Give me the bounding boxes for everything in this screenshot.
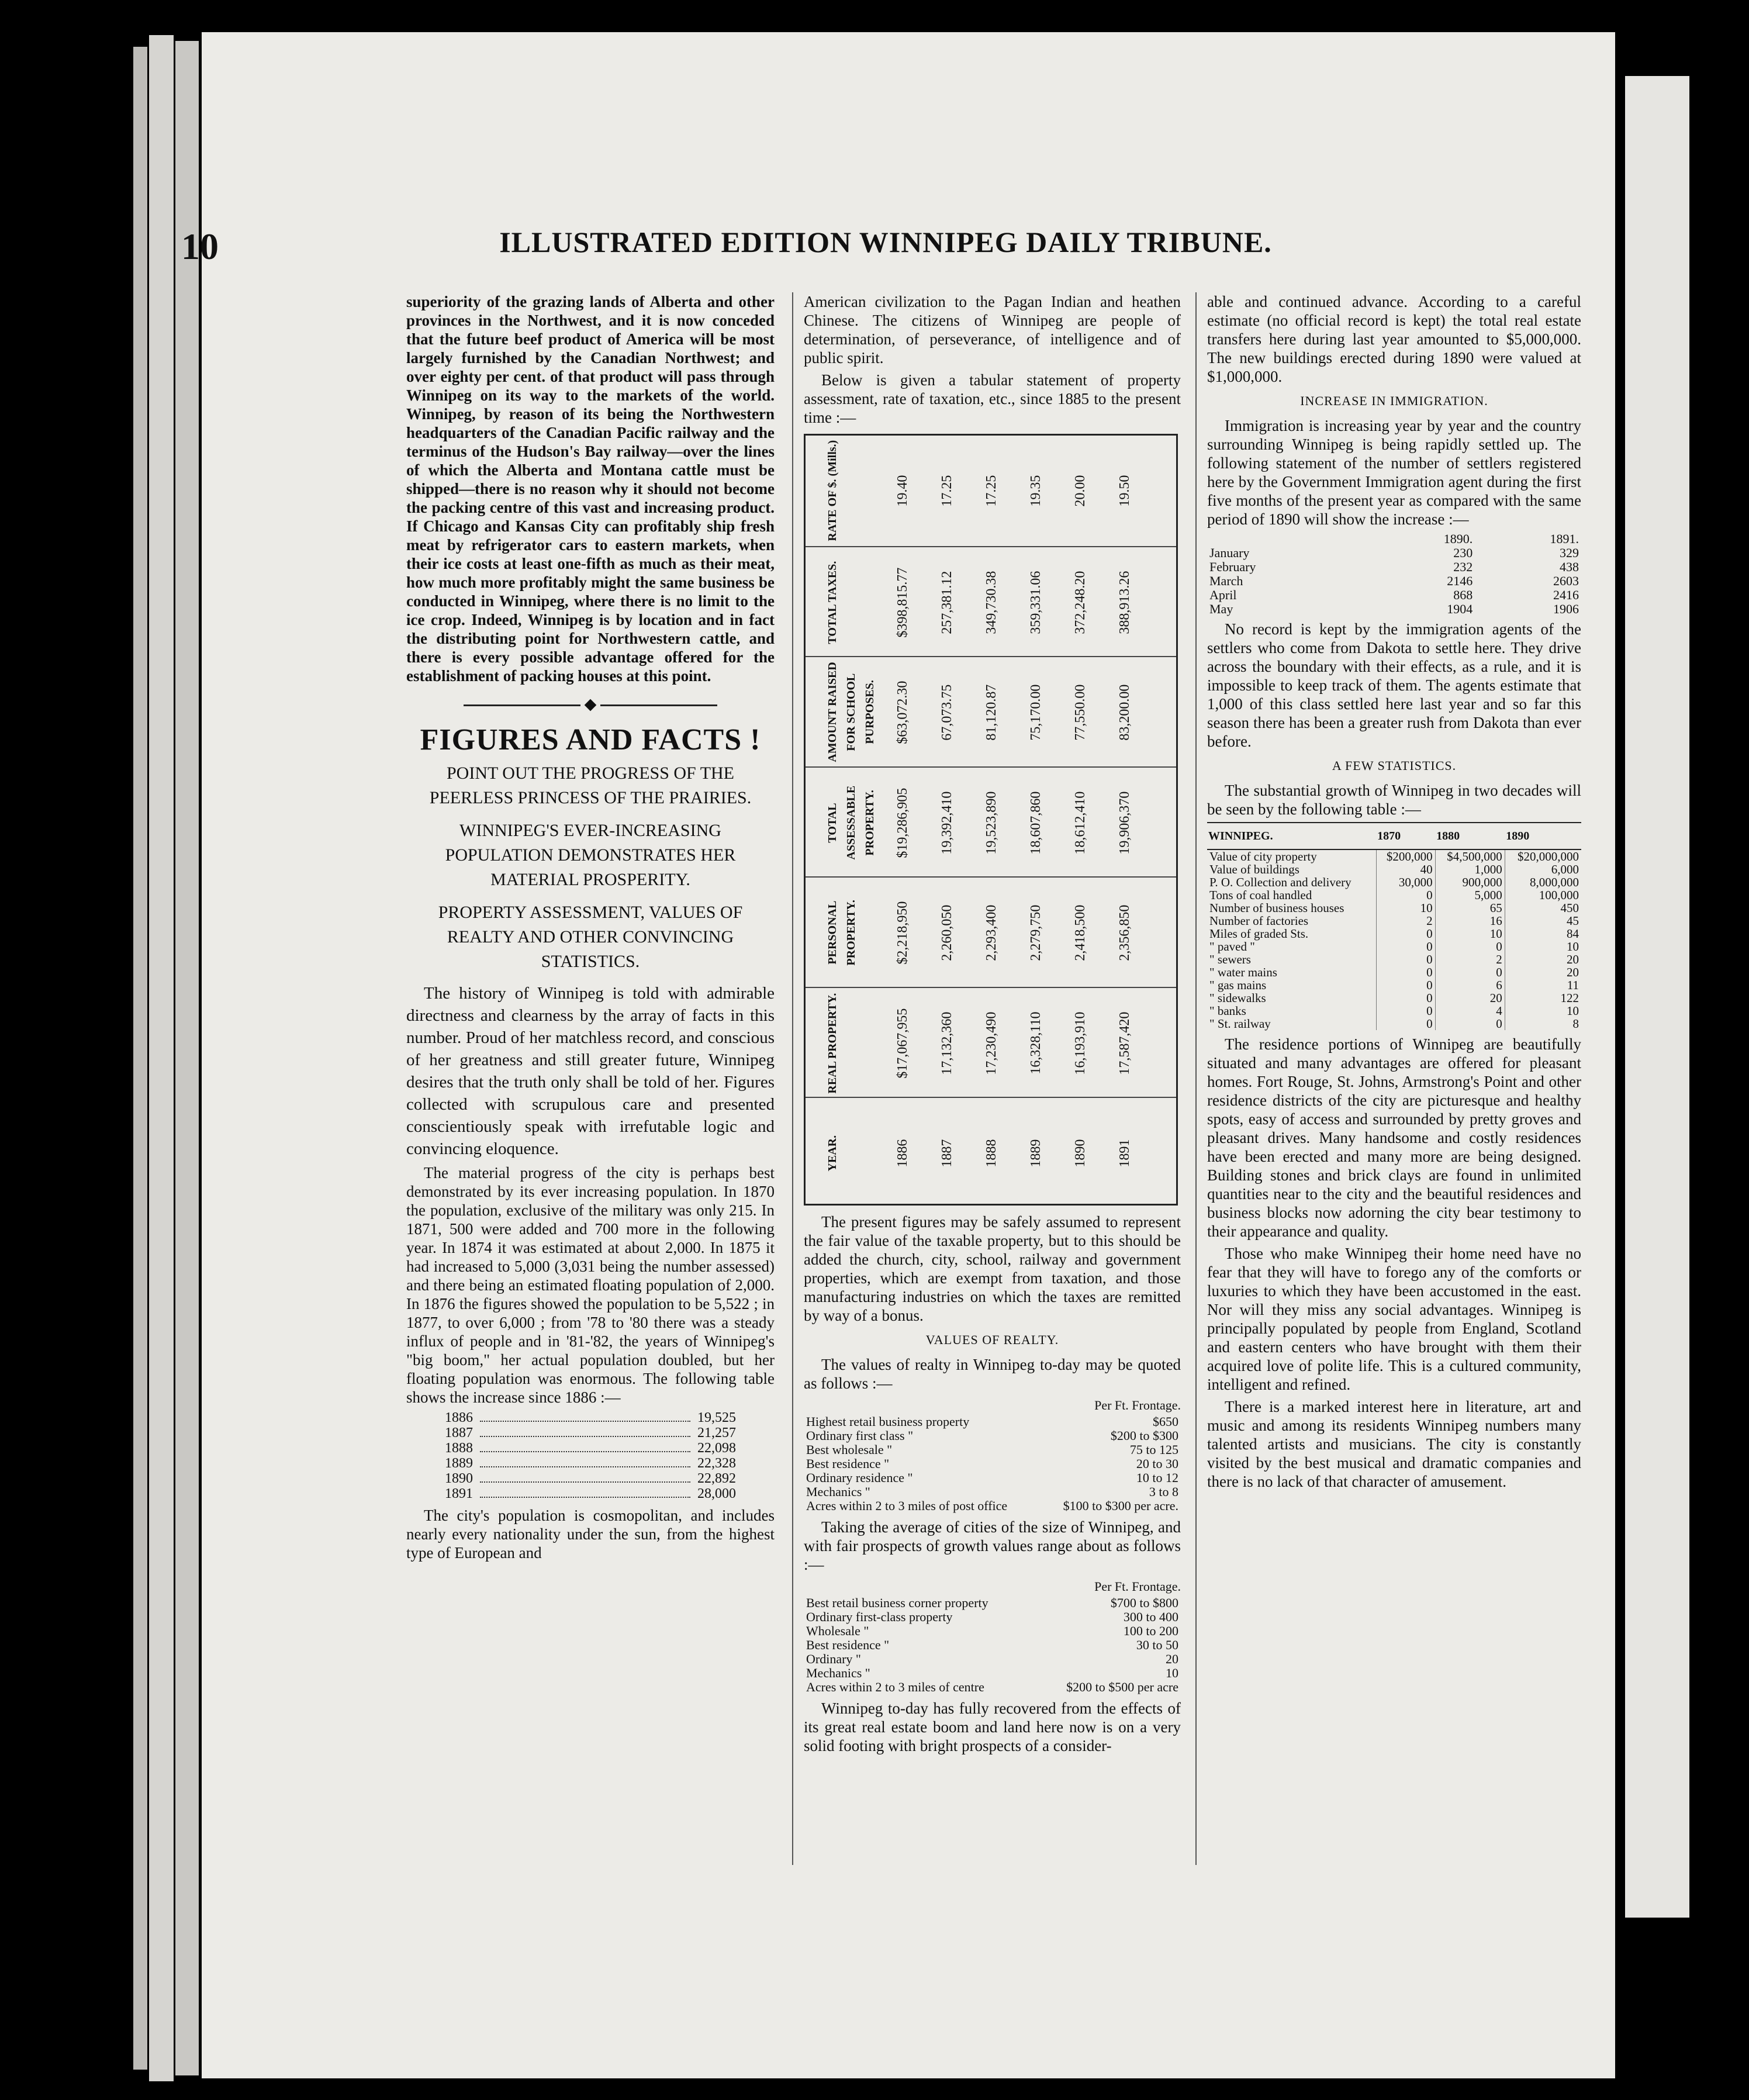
paragraph: Below is given a tabular statement of property assessment, rate of taxation, etc., since 1885 to the present time :— (804, 371, 1181, 426)
label-cell: Best retail business corner property (806, 1595, 988, 1610)
table-cell: $17,067,955 (895, 1008, 910, 1079)
label-cell: " water mains (1207, 966, 1376, 979)
year-cell: 1890 (445, 1471, 473, 1486)
column-2 (804, 292, 1181, 1759)
table-row (1207, 1004, 1581, 1017)
label-cell: " gas mains (1207, 979, 1376, 992)
table-cell: 1886 (895, 1139, 910, 1168)
masthead: ILLUSTRATED EDITION WINNIPEG DAILY TRIBUNE. (499, 226, 1272, 258)
subheading: INCREASE IN IMMIGRATION. (1300, 393, 1488, 408)
table-row (804, 1429, 1181, 1443)
table-row (441, 1486, 739, 1501)
column-header: TOTAL ASSESSABLE PROPERTY. (826, 785, 876, 860)
table-cell: 77,550.00 (1073, 684, 1088, 741)
year-cell: 1886 (445, 1410, 473, 1425)
value-cell: $200 to $500 per acre (1066, 1680, 1178, 1694)
value-cell: $650 (1153, 1414, 1178, 1429)
column-label: 1891. (1550, 531, 1579, 546)
column-divider (1195, 292, 1197, 1865)
value-cell: 0 (1376, 940, 1435, 953)
table-row (1207, 876, 1581, 889)
table-row (1207, 863, 1581, 876)
table-band (806, 987, 1176, 1099)
label-cell: P. O. Collection and delivery (1207, 876, 1376, 889)
value-cell: 84 (1567, 927, 1579, 941)
table-row (804, 1415, 1181, 1429)
table-cell: $398,815.77 (895, 567, 910, 637)
year-cell: 1891 (445, 1486, 473, 1501)
value-cell: 0 (1435, 966, 1505, 979)
label-cell: Miles of graded Sts. (1207, 927, 1376, 940)
value-cell: 6 (1435, 979, 1505, 992)
paragraph: No record is kept by the immigration agents of the settlers who come from Dakota to settle here. They drive across the boundary with their effects, as a rule, and it is impossible to keep track of them. The agents estimate that 1,000 of this class settled here last year and so far this season there has been a greater rush from Dakota than ever before. (1207, 620, 1581, 750)
page-header (181, 225, 1615, 295)
value-cell: 40 (1376, 863, 1435, 876)
table-cell: 19,392,410 (939, 790, 955, 854)
label-cell: Best wholesale " (806, 1442, 893, 1457)
table-row (441, 1410, 739, 1425)
table-row (441, 1471, 739, 1486)
table-cell: 19.35 (1028, 475, 1043, 507)
value-cell: 900,000 (1435, 876, 1505, 889)
paragraph: The city's population is cosmopolitan, and includes nearly every nationality under the sun, from the highest type of European and (406, 1507, 775, 1562)
statistics-table (1207, 822, 1581, 1030)
label-cell: " banks (1207, 1004, 1376, 1017)
book-spine-edge (149, 35, 174, 2081)
table-cell: 1888 (984, 1139, 999, 1168)
next-page-edge (1625, 76, 1689, 1918)
value-cell: 22,328 (697, 1456, 736, 1471)
value-cell: 20 (1166, 1652, 1178, 1666)
leader-dots (476, 1410, 694, 1425)
leader-dots (476, 1425, 694, 1441)
table-cell: 18,612,410 (1073, 790, 1088, 854)
label-cell: Value of city property (1207, 849, 1376, 863)
value-cell: 28,000 (697, 1486, 736, 1501)
value-cell: 10 (1166, 1666, 1178, 1680)
month-cell: April (1209, 588, 1237, 602)
column-header: REAL PROPERTY. (826, 993, 839, 1094)
table-cell: $63,072.30 (895, 681, 910, 744)
label-cell: Ordinary " (806, 1652, 861, 1666)
book-spine-edge (175, 41, 199, 2075)
table-cell: 19.40 (895, 475, 910, 507)
paragraph: superiority of the grazing lands of Alberta and other provinces in the Northwest, and it is now conceded that the future beef product of America will be most largely furnished by the Canadian Northwest; and over eighty per cent. of that product will pass through Winnipeg on its way to the markets of the world. Winnipeg, by reason of its being the Northwestern headquarters of the Canadian Pacific railway and the terminus of the Hudson's Bay railway—over the lines of which the Alberta and Montana cattle must be shipped—there is no reason why it should not become the packing centre of this vast and increasing product. If Chicago and Kansas City can profitably ship fresh meat by refrigerator cars to eastern markets, when their ice costs at least one-fifth as much as their meat, how much more profitably might the same business be conducted in Winnipeg, where there is no limit to the ice crop. Indeed, Winnipeg is by location and in fact the distributing point for Northwestern cattle, and there is every possible advantage offered for the establishment of packing houses at this point. (406, 293, 775, 685)
value-cell: 2 (1435, 953, 1505, 966)
table-row (804, 1652, 1181, 1666)
table-cell: 349,730.38 (984, 570, 999, 634)
value-cell: 2416 (1553, 588, 1579, 602)
month-cell: May (1209, 602, 1233, 616)
value-cell: 20 (1567, 965, 1579, 979)
table-cell: 17,230,490 (984, 1011, 999, 1075)
column-header: 1880 (1435, 823, 1505, 849)
table-cell: 81,120.87 (984, 684, 999, 741)
table-row (1207, 966, 1581, 979)
value-cell: 19,525 (697, 1410, 736, 1425)
label-cell: Best residence " (806, 1456, 890, 1471)
table-row (1207, 953, 1581, 966)
table-cell: 257,381.12 (939, 570, 955, 634)
value-cell: $100 to $300 per acre. (1063, 1498, 1178, 1513)
value-cell: 4 (1435, 1004, 1505, 1017)
value-cell: 0 (1376, 1004, 1435, 1017)
label-cell: Number of factories (1207, 914, 1376, 927)
table-cell: 2,418,500 (1073, 904, 1088, 961)
value-cell: 868 (1453, 588, 1473, 602)
year-cell: 1889 (445, 1456, 473, 1471)
table-band (806, 1097, 1176, 1208)
value-cell: 3 to 8 (1149, 1484, 1178, 1499)
value-cell: 1904 (1447, 602, 1473, 616)
table-row (1207, 602, 1581, 616)
table-row (1207, 560, 1581, 574)
leader-dots (476, 1456, 694, 1471)
table-cell: 17,132,360 (939, 1011, 955, 1075)
value-cell: 1,000 (1435, 863, 1505, 876)
month-cell: February (1209, 559, 1256, 574)
table-cell: 67,073.75 (939, 684, 955, 741)
table-band (806, 436, 1176, 546)
table-cell: 16,193,910 (1073, 1011, 1088, 1075)
table-band (806, 546, 1176, 658)
table-row (804, 1443, 1181, 1457)
table-row (1207, 574, 1581, 588)
column-header: AMOUNT RAISED FOR SCHOOL PURPOSES. (826, 662, 876, 763)
value-cell: $20,000,000 (1518, 849, 1579, 864)
leader-dots (476, 1486, 694, 1501)
label-cell: Ordinary first-class property (806, 1609, 953, 1624)
book-spine-edge (133, 47, 147, 2070)
table-cell: $19,286,905 (895, 787, 910, 858)
column-header: 1870 (1376, 823, 1435, 849)
realty-table-2 (804, 1596, 1181, 1694)
column-header: 1890 (1505, 823, 1581, 849)
value-cell: 16 (1435, 914, 1505, 927)
table-cell: 75,170.00 (1028, 684, 1043, 741)
value-cell: 30 to 50 (1136, 1638, 1178, 1652)
table-cell: 2,279,750 (1028, 904, 1043, 961)
value-cell: 2146 (1447, 574, 1473, 588)
paragraph: The residence portions of Winnipeg are beautifully situated and many advantages are offered for pleasant homes. Fort Rouge, St. Johns, Armstrong's Point and other residence districts of the city are picturesque and healthy spots, easy of access and surrounded by pretty groves and pleasant drives. Many handsome and costly residences have been erected and many more are being designed. Building stones and brick clays are found in unlimited quantities near to the city and the beautiful residences and business blocks now adorning the city bear testimony to their appearance and quality. (1207, 1035, 1581, 1240)
value-cell: 1906 (1553, 602, 1579, 616)
table-cell: 19,523,890 (984, 790, 999, 854)
leader-dots (476, 1441, 694, 1456)
value-cell: 8,000,000 (1530, 875, 1579, 889)
immigration-table (1207, 532, 1581, 616)
table-band (806, 766, 1176, 878)
table-row (804, 1471, 1181, 1485)
paragraph: Winnipeg to-day has fully recovered from the effects of its great real estate boom and land here now is on a very solid footing with bright prospects of a consider- (804, 1700, 1181, 1754)
value-cell: 2 (1376, 914, 1435, 927)
table-cell: 17.25 (939, 475, 955, 507)
table-row (804, 1485, 1181, 1499)
value-cell: 20 to 30 (1136, 1456, 1178, 1471)
value-cell: 450 (1560, 901, 1579, 915)
section-title: FIGURES AND FACTS ! (420, 723, 761, 757)
column-label: 1890. (1443, 531, 1473, 546)
value-cell: 65 (1435, 902, 1505, 914)
table-row (441, 1456, 739, 1471)
table-cell: 2,356,850 (1117, 904, 1132, 961)
table-cell: 83,200.00 (1117, 684, 1132, 741)
paragraph: The substantial growth of Winnipeg in two decades will be seen by the following table :— (1207, 782, 1581, 818)
value-cell: 230 (1453, 545, 1473, 560)
label-cell: Best residence " (806, 1638, 890, 1652)
value-cell: 10 (1376, 902, 1435, 914)
value-cell: 10 (1567, 1004, 1579, 1018)
paragraph: The values of realty in Winnipeg to-day may be quoted as follows :— (804, 1356, 1181, 1392)
table-cell: 1887 (939, 1139, 955, 1168)
value-cell: 22,098 (697, 1441, 736, 1456)
table-cell: 1889 (1028, 1139, 1043, 1168)
value-cell: 300 to 400 (1123, 1609, 1178, 1624)
table-row (804, 1638, 1181, 1652)
table-row (1207, 849, 1581, 863)
subheading: A FEW STATISTICS. (1332, 758, 1457, 773)
label-cell: " sidewalks (1207, 992, 1376, 1004)
paragraph: American civilization to the Pagan Indian and heathen Chinese. The citizens of Winnipeg are people of determination, of perseverance, of intelligence and of public spirit. (804, 293, 1181, 367)
label-cell: " St. railway (1207, 1017, 1376, 1030)
table-row (804, 1680, 1181, 1694)
table-cell: 2,293,400 (984, 904, 999, 961)
column-1 (406, 292, 775, 1566)
paragraph: The material progress of the city is perhaps best demonstrated by its ever increasing population. In 1870 the population, exclusive of the military was only 215. In 1871, 500 were added and 700 more in the following year. In 1874 it was estimated at about 2,000. In 1875 it had increased to 5,000 (3,031 being the number assessed) and there being an estimated floating population of 2,000. In 1876 the figures showed the population to be 5,522 ; in 1877, to over 6,000 ; from '78 to '80 there was a steady influx of people and in '81-'82, the years of Winnipeg's "big boom," her actual population doubled, but her floating population was enormous. The following table shows the increase since 1886 :— (406, 1164, 775, 1406)
label-cell: Value of buildings (1207, 863, 1376, 876)
table-cell: 1890 (1073, 1139, 1088, 1168)
label-cell: Acres within 2 to 3 miles of post office (806, 1498, 1008, 1513)
leader-dots (476, 1471, 694, 1486)
paragraph: able and continued advance. According to a careful estimate (no official record is kept) the total real estate transfers here during last year amounted to $5,000,000. The new buildings erected during 1890 were valued at $1,000,000. (1207, 293, 1581, 385)
value-cell: 0 (1376, 966, 1435, 979)
table-cell: 19,906,370 (1117, 790, 1132, 854)
table-row (1207, 927, 1581, 940)
ornament-rule: ◆ (406, 695, 775, 713)
value-cell: $200 to $300 (1110, 1428, 1178, 1443)
table-row (441, 1441, 739, 1456)
value-cell: 100 to 200 (1123, 1624, 1178, 1638)
value-cell: $700 to $800 (1110, 1595, 1178, 1610)
value-cell: 10 to 12 (1136, 1470, 1178, 1485)
column-divider (792, 292, 793, 1865)
year-cell: 1888 (445, 1441, 473, 1456)
table-row (1207, 546, 1581, 560)
column-label: Per Ft. Frontage. (1094, 1398, 1181, 1412)
value-cell: 0 (1435, 1017, 1505, 1030)
value-cell: 11 (1567, 978, 1579, 992)
table-row (804, 1624, 1181, 1638)
value-cell: 20 (1567, 952, 1579, 966)
table-row (1207, 588, 1581, 602)
table-cell: 18,607,860 (1028, 790, 1043, 854)
column-3 (1207, 292, 1581, 1494)
column-header: YEAR. (826, 1135, 839, 1172)
label-cell: Tons of coal handled (1207, 889, 1376, 902)
table-row (441, 1425, 739, 1441)
value-cell: 0 (1376, 992, 1435, 1004)
paragraph: Taking the average of cities of the size of Winnipeg, and with fair prospects of growth values range about as follows :— (804, 1518, 1181, 1573)
label-cell: Number of business houses (1207, 902, 1376, 914)
value-cell: 0 (1376, 979, 1435, 992)
table-cell: 20.00 (1073, 475, 1088, 507)
assessment-table (804, 434, 1178, 1206)
table-row (804, 1596, 1181, 1610)
label-cell: Mechanics " (806, 1666, 870, 1680)
value-cell: 329 (1560, 545, 1579, 560)
realty-table-1 (804, 1415, 1181, 1513)
paragraph: There is a marked interest here in literature, art and music and among its residents Winnipeg numbers many talented artists and musicians. The city is constantly visited by the best musical and dramatic companies and there is no lack of that character of amusement. (1207, 1398, 1581, 1490)
subheading: POINT OUT THE PROGRESS OF THE PEERLESS PRINCESS OF THE PRAIRIES. (429, 764, 752, 807)
value-cell: 2603 (1553, 574, 1579, 588)
subheading: PROPERTY ASSESSMENT, VALUES OF REALTY AND OTHER CONVINCING STATISTICS. (438, 903, 743, 971)
paragraph: Immigration is increasing year by year and the country surrounding Winnipeg is being rapidly settled up. The following statement of the number of settlers registered here by the Government Immigration agent during the first five months of the present year as compared with the same period of 1890 will show the increase :— (1207, 417, 1581, 528)
table-cell: $2,218,950 (895, 901, 910, 965)
table-band (806, 656, 1176, 768)
table-row (804, 1610, 1181, 1624)
table-row (1207, 914, 1581, 927)
value-cell: 0 (1376, 953, 1435, 966)
value-cell: 75 to 125 (1129, 1442, 1178, 1457)
table-cell: 1891 (1117, 1139, 1132, 1168)
value-cell: 122 (1560, 991, 1579, 1005)
value-cell: 22,892 (697, 1471, 736, 1486)
table-cell: 19.50 (1117, 475, 1132, 507)
label-cell: Acres within 2 to 3 miles of centre (806, 1680, 984, 1694)
table-row (1207, 979, 1581, 992)
year-cell: 1887 (445, 1425, 473, 1441)
value-cell: 438 (1560, 559, 1579, 574)
value-cell: 0 (1376, 889, 1435, 902)
value-cell: 5,000 (1435, 889, 1505, 902)
value-cell: 0 (1435, 940, 1505, 953)
column-header: TOTAL TAXES. (826, 560, 839, 644)
subheading: WINNIPEG'S EVER-INCREASING POPULATION DEMONSTRATES HER MATERIAL PROSPERITY. (445, 821, 736, 889)
month-cell: January (1209, 545, 1250, 560)
table-row (804, 1457, 1181, 1471)
value-cell: 30,000 (1376, 876, 1435, 889)
value-cell: 0 (1376, 1017, 1435, 1030)
value-cell: 45 (1567, 914, 1579, 928)
table-cell: 16,328,110 (1028, 1011, 1043, 1075)
page-number: 10 (181, 226, 219, 267)
population-table (441, 1410, 739, 1501)
table-row (1207, 902, 1581, 914)
value-cell: $4,500,000 (1435, 849, 1505, 863)
paragraph: The present figures may be safely assumed to represent the fair value of the taxable property, but to this should be added the church, city, school, railway and government properties, which are exempt from taxation, and those manufacturing industries on which the taxes are remitted by way of a bonus. (804, 1213, 1181, 1324)
label-cell: Ordinary first class " (806, 1428, 914, 1443)
value-cell: 8 (1572, 1017, 1579, 1031)
column-label: Per Ft. Frontage. (1094, 1579, 1181, 1594)
label-cell: Highest retail business property (806, 1414, 970, 1429)
column-header: RATE OF $. (Mills.) (826, 440, 839, 541)
value-cell: 100,000 (1539, 888, 1579, 902)
subheading: VALUES OF REALTY. (925, 1332, 1059, 1347)
value-cell: $200,000 (1376, 849, 1435, 863)
label-cell: " paved " (1207, 940, 1376, 953)
value-cell: 20 (1435, 992, 1505, 1004)
table-cell: 359,331.06 (1028, 570, 1043, 634)
table-row (1207, 940, 1581, 953)
paragraph: Those who make Winnipeg their home need have no fear that they will have to forego any of the comforts or luxuries to which they have been accustomed in the east. Nor will they miss any social advantages. Winnipeg is principally populated by people from England, Scotland and eastern centers who have brought with them their acquired love of polite life. This is a cultured community, intelligent and refined. (1207, 1245, 1581, 1393)
table-row (804, 1499, 1181, 1513)
table-row (1207, 992, 1581, 1004)
table-cell: 372,248.20 (1073, 570, 1088, 634)
value-cell: 10 (1435, 927, 1505, 940)
month-cell: March (1209, 574, 1243, 588)
value-cell: 10 (1567, 940, 1579, 954)
table-band (806, 876, 1176, 988)
table-cell: 17,587,420 (1117, 1011, 1132, 1075)
table-row (804, 1666, 1181, 1680)
column-header: WINNIPEG. (1207, 823, 1376, 849)
label-cell: Wholesale " (806, 1624, 869, 1638)
paragraph: The history of Winnipeg is told with admirable directness and clearness by the array of facts in this number. Proud of her matchless record, and conscious of her greatness and still greater future, Winnipeg desires that the truth only shall be told of her. Figures collected with scrupulous care and presented conscientiously speak with irrefutable logic and convincing eloquence. (406, 984, 775, 1158)
table-row (1207, 889, 1581, 902)
label-cell: Ordinary residence " (806, 1470, 913, 1485)
table-row (1207, 1017, 1581, 1030)
table-cell: 388,913.26 (1117, 570, 1132, 634)
value-cell: 232 (1453, 559, 1473, 574)
label-cell: " sewers (1207, 953, 1376, 966)
value-cell: 21,257 (697, 1425, 736, 1441)
label-cell: Mechanics " (806, 1484, 870, 1499)
value-cell: 6,000 (1551, 862, 1579, 876)
table-cell: 17.25 (984, 475, 999, 507)
column-header: PERSONAL PROPERTY. (826, 900, 858, 966)
value-cell: 0 (1376, 927, 1435, 940)
table-cell: 2,260,050 (939, 904, 955, 961)
